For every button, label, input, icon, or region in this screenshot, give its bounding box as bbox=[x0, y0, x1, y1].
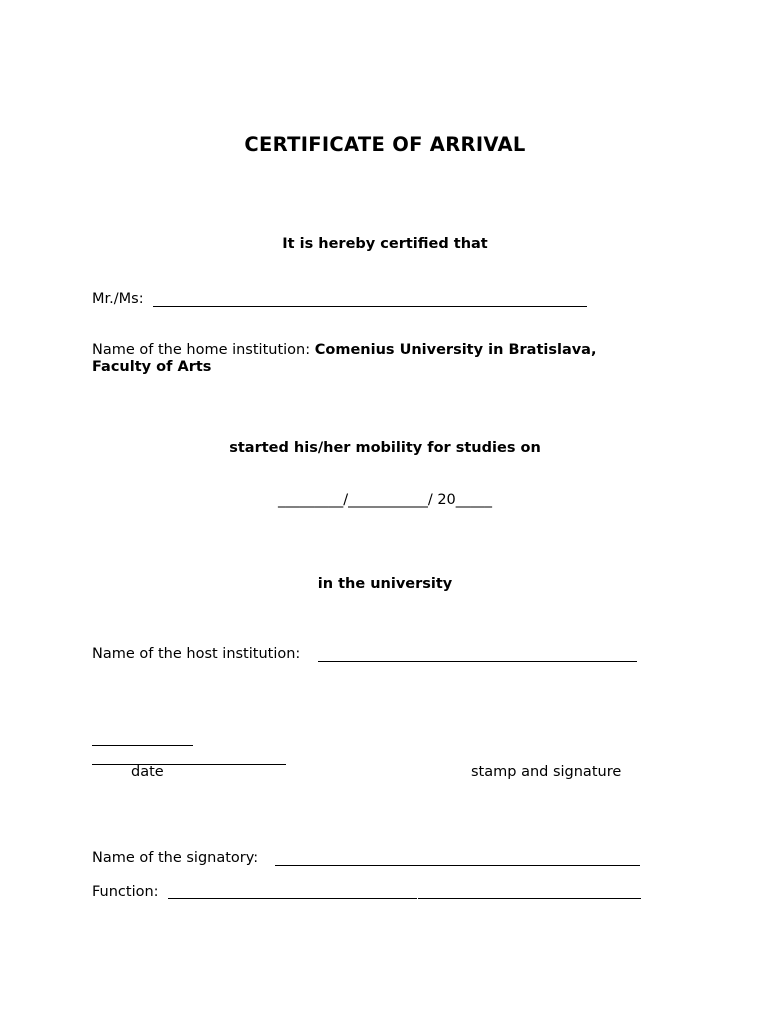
name-field-line[interactable] bbox=[153, 306, 587, 307]
signatory-row bbox=[92, 849, 258, 867]
function-field-line-1[interactable] bbox=[168, 898, 417, 899]
university-line: in the university bbox=[317, 576, 453, 592]
date-line-short[interactable] bbox=[92, 745, 193, 746]
signatory-field-line[interactable] bbox=[275, 865, 640, 866]
host-institution-label: Name of the host institution: bbox=[92, 646, 301, 662]
name-row bbox=[92, 290, 144, 308]
function-field-line-2[interactable] bbox=[418, 898, 641, 899]
signatory-label: Name of the signatory: bbox=[92, 850, 259, 866]
date-line-long[interactable] bbox=[92, 764, 286, 765]
function-label: Function: bbox=[92, 884, 159, 900]
home-institution-label: Name of the home institution: bbox=[92, 342, 311, 358]
date-label: date bbox=[131, 764, 164, 780]
home-institution-value: Comenius University in Bratislava, bbox=[314, 342, 597, 358]
host-institution-field-line[interactable] bbox=[318, 661, 637, 662]
start-date-field[interactable]: _________/___________/ 20_____ bbox=[277, 492, 493, 508]
stamp-signature-label: stamp and signature bbox=[471, 764, 622, 780]
function-row bbox=[92, 883, 159, 901]
home-institution-row bbox=[92, 341, 596, 359]
mobility-line: started his/her mobility for studies on bbox=[229, 440, 541, 456]
home-institution-value-line2: Faculty of Arts bbox=[92, 359, 212, 375]
page-title: CERTIFICATE OF ARRIVAL bbox=[244, 133, 526, 156]
name-label: Mr./Ms: bbox=[92, 291, 144, 307]
certified-line: It is hereby certified that bbox=[282, 236, 488, 252]
host-institution-row bbox=[92, 645, 300, 663]
